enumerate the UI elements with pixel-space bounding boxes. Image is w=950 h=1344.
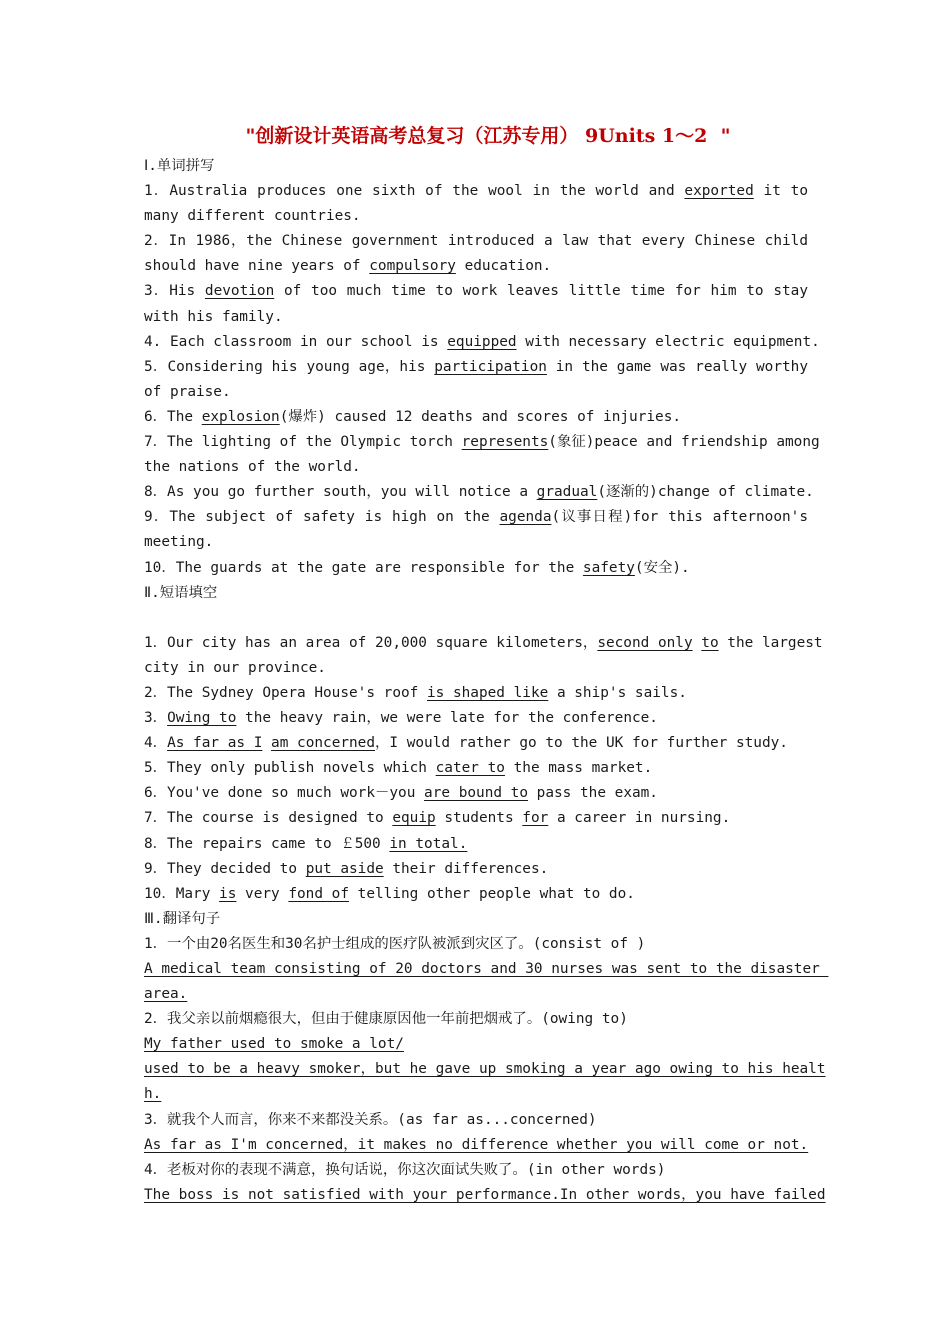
answer-text: am concerned xyxy=(271,735,376,752)
line-text: 9．They decided to xyxy=(144,860,306,877)
line-text: in the game was really worthy xyxy=(546,358,808,375)
line-text: 1．Our city has an area of 20,000 square kilometers， xyxy=(144,634,598,651)
answer-text: devotion xyxy=(204,283,275,300)
text-line xyxy=(144,530,808,555)
answer-text: agenda xyxy=(499,509,552,526)
answer-text: As far as I'm concerned，it makes no difference whether you will come or not. xyxy=(144,1136,809,1153)
line-text: 5．Considering his young age，his xyxy=(144,358,435,375)
text-line xyxy=(144,756,808,781)
answer-text: As far as I xyxy=(167,735,263,752)
answer-text: used to be a heavy smoker，but he gave up smoking a year ago owing to his healt xyxy=(144,1061,826,1078)
line-text: 9．The subject of safety is high on the xyxy=(144,509,500,526)
text-line xyxy=(144,355,808,380)
document-body xyxy=(144,154,829,1208)
answer-text: explosion xyxy=(201,408,280,425)
answer-text: My father used to smoke a lot/ xyxy=(144,1036,404,1053)
line-text xyxy=(262,735,271,751)
line-text: (安全). xyxy=(634,559,690,576)
line-text: 3．His xyxy=(144,283,205,300)
line-text: 7．The course is designed to xyxy=(144,810,393,827)
text-line xyxy=(144,631,823,656)
line-text: 8．The repairs came to ￡500 xyxy=(144,835,390,852)
text-line xyxy=(144,330,820,355)
line-text: 4. Each classroom in our school is xyxy=(144,333,448,350)
line-text: 3． xyxy=(144,710,168,727)
text-line xyxy=(144,254,808,279)
text-line xyxy=(144,806,808,831)
line-text: (议事日程)for this afternoon's xyxy=(551,509,808,526)
line-text: a career in nursing. xyxy=(548,810,731,827)
text-line xyxy=(144,731,808,756)
text-line xyxy=(144,781,808,806)
line-text: 3．就我个人而言，你来不来都没关系。(as far as...concerned) xyxy=(144,1111,597,1128)
answer-text: The boss is not satisfied with your performance.In other words，you have failed xyxy=(144,1186,826,1203)
text-line xyxy=(144,1032,808,1057)
text-line xyxy=(144,229,808,254)
text-line xyxy=(144,857,808,882)
line-text: should have nine years of xyxy=(144,258,370,275)
line-text: 2．我父亲以前烟瘾很大，但由于健康原因他一年前把烟戒了。(owing to) xyxy=(144,1011,628,1028)
answer-text: gradual xyxy=(536,484,598,501)
line-text: telling other people what to do. xyxy=(349,885,635,902)
text-line xyxy=(144,279,808,304)
answer-text: h. xyxy=(144,1086,162,1103)
line-text: pass the exam. xyxy=(528,785,658,802)
text-line xyxy=(144,1108,808,1133)
line-text: with his family. xyxy=(144,308,283,325)
line-text: 2．The Sydney Opera House's roof xyxy=(144,684,427,701)
text-line xyxy=(144,1007,808,1032)
answer-text: are bound to xyxy=(424,785,529,802)
answer-text: cater to xyxy=(435,760,505,777)
answer-text: safety xyxy=(582,559,635,576)
text-line xyxy=(144,1183,826,1208)
answer-text: second only xyxy=(597,634,693,651)
line-text: the nations of the world. xyxy=(144,459,361,476)
line-text: the mass market. xyxy=(504,760,653,777)
line-text: of praise. xyxy=(144,383,231,400)
text-line xyxy=(144,982,808,1007)
line-text: 7．The lighting of the Olympic torch xyxy=(144,434,462,451)
answer-text: for xyxy=(522,810,549,827)
answer-text: Owing to xyxy=(167,710,237,727)
answer-text: fond of xyxy=(288,885,350,902)
section-heading xyxy=(144,154,808,179)
text-line xyxy=(144,1133,808,1158)
line-text: many different countries. xyxy=(144,208,361,225)
answer-text: compulsory xyxy=(369,258,456,275)
answer-text: equipped xyxy=(447,333,517,350)
answer-text: A medical team consisting of 20 doctors and 30 nurses was sent to the disaster xyxy=(144,961,829,977)
text-line xyxy=(144,505,808,530)
line-text: 6．You've done so much work－you xyxy=(144,785,425,802)
line-text: Ⅲ.翻译句子 xyxy=(144,910,221,927)
document-title: "创新设计英语高考总复习（江苏专用） 9Units 1～2 " xyxy=(245,125,731,147)
line-text: 4．老板对你的表现不满意，换句话说，你这次面试失败了。(in other words) xyxy=(144,1161,666,1178)
blank-line xyxy=(144,606,808,631)
text-line xyxy=(144,305,808,330)
line-text: Ⅱ.短语填空 xyxy=(144,584,218,601)
text-line xyxy=(144,1057,826,1082)
line-text: 5．They only publish novels which xyxy=(144,760,436,777)
line-text: the heavy rain，we were late for the conference. xyxy=(236,710,658,727)
line-text: (象征)peace and friendship among xyxy=(548,434,820,451)
text-line xyxy=(144,380,808,405)
line-text: 10．Mary xyxy=(144,885,220,902)
answer-text: in total. xyxy=(389,835,468,852)
line-text: 8．As you go further south，you will notice a xyxy=(144,484,537,501)
text-line xyxy=(144,480,814,505)
answer-text: participation xyxy=(434,358,547,375)
line-text: city in our province. xyxy=(144,659,326,676)
line-text: a ship's sails. xyxy=(548,684,687,701)
line-text: 1．一个由20名医生和30名护士组成的医疗队被派到灾区了。(consist of ) xyxy=(144,935,646,952)
line-text: 2．In 1986，the Chinese government introduced a law that every Chinese child xyxy=(144,233,808,250)
line-text: Ⅰ.单词拼写 xyxy=(144,158,215,174)
line-text: 1．Australia produces one sixth of the wool in the world and xyxy=(144,183,685,200)
line-text: it to xyxy=(753,183,809,200)
line-text: ，I would rather go to the UK for further study. xyxy=(375,735,788,752)
answer-text: equip xyxy=(392,810,436,827)
text-line xyxy=(144,957,829,982)
text-line xyxy=(144,204,808,229)
line-text: education. xyxy=(455,258,552,275)
line-text: very xyxy=(236,885,289,902)
line-text: the largest xyxy=(718,634,823,651)
line-text: with necessary electric equipment. xyxy=(516,333,820,350)
answer-text: represents xyxy=(461,434,549,451)
line-text: students xyxy=(435,810,523,827)
text-line xyxy=(144,1082,808,1107)
section-heading xyxy=(144,907,808,932)
answer-text: area. xyxy=(144,986,188,1003)
text-line xyxy=(144,882,808,907)
answer-text: is xyxy=(219,885,237,902)
text-line xyxy=(144,1158,808,1183)
line-text: 10．The guards at the gate are responsible for the xyxy=(144,559,583,576)
line-text: 4． xyxy=(144,735,168,752)
text-line xyxy=(144,656,808,681)
line-text: of too much time to work leaves little time for him to stay xyxy=(274,283,808,300)
line-text: their differences. xyxy=(383,860,549,877)
section-heading xyxy=(144,581,808,606)
answer-text: is shaped like xyxy=(426,684,549,701)
document-page xyxy=(144,118,829,1208)
line-text: 6．The xyxy=(144,408,202,425)
text-line xyxy=(144,932,808,957)
line-text: meeting. xyxy=(144,534,214,551)
text-line xyxy=(144,706,808,731)
line-text: (爆炸) caused 12 deaths and scores of injuries. xyxy=(279,408,682,425)
answer-text: put aside xyxy=(305,860,384,877)
answer-text: exported xyxy=(684,183,754,200)
text-line xyxy=(144,832,808,857)
text-line xyxy=(144,556,808,581)
text-line xyxy=(144,430,820,455)
text-line xyxy=(144,681,808,706)
text-line xyxy=(144,405,808,430)
text-line xyxy=(144,455,808,480)
line-text: (逐渐的)change of climate. xyxy=(597,484,814,501)
text-line xyxy=(144,179,808,204)
answer-text: to xyxy=(701,634,719,651)
line-text xyxy=(693,635,702,651)
